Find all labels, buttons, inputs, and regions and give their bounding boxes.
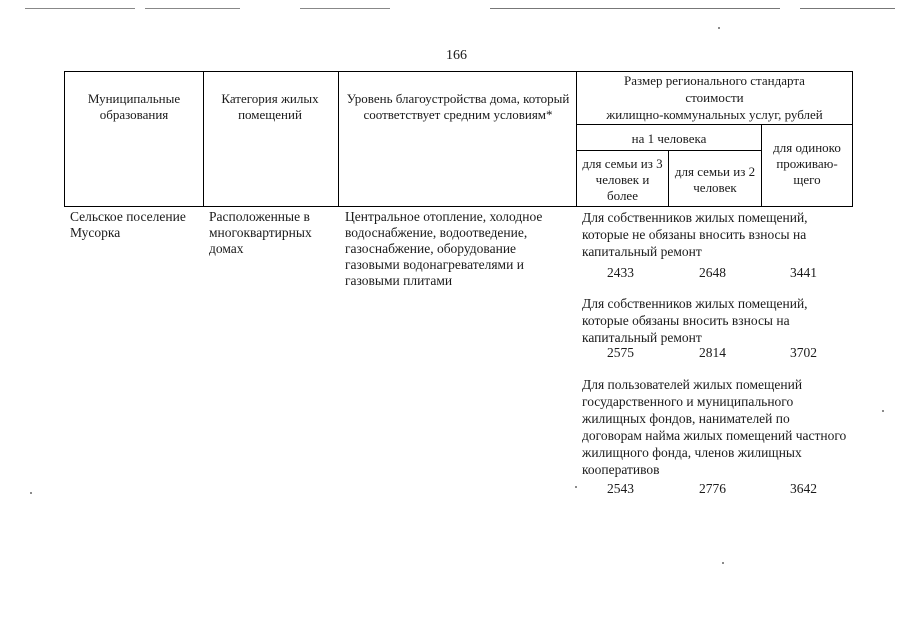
row-amenities: Центральное отопление, холодное водоснабжение, водоотведение, газоснабжение, оборудование газовыми водонагревателями и газовыми плитами <box>345 209 543 288</box>
grid-line <box>64 206 853 207</box>
scan-artifact-line <box>490 8 780 9</box>
value-single: 3441 <box>790 265 817 280</box>
grid-line <box>576 124 853 125</box>
header-single-resident: для одиноко проживаю-щего <box>773 140 841 187</box>
group-label-tenants-and-users: Для пользователей жилых помещений государственного и муниципального жилищных фондов, нанимателей по договорам найма жилых помещений частного жилищного фонда, членов жилищных кооперативов <box>582 377 847 477</box>
row-municipality: Сельское поселение Мусорка <box>70 209 186 240</box>
grid-line <box>761 124 762 207</box>
header-standard-size-line3: жилищно-коммунальных услуг, рублей <box>606 107 823 122</box>
group-label-owners-no-capital-repair: Для собственников жилых помещений, которые не обязаны вносить взносы на капитальный ремонт <box>582 210 808 259</box>
grid-line <box>203 71 204 207</box>
scan-artifact-line <box>25 8 135 9</box>
grid-line <box>338 71 339 207</box>
scan-speck <box>718 27 720 29</box>
header-family-2: для семьи из 2 человек <box>674 164 756 195</box>
value-family2: 2814 <box>699 345 726 360</box>
page-number: 166 <box>446 48 467 63</box>
header-municipalities: Муниципальные образования <box>87 91 181 122</box>
grid-line <box>668 150 669 207</box>
header-housing-category: Категория жилых помещений <box>221 91 319 122</box>
scan-speck <box>882 410 884 412</box>
value-family3: 2575 <box>607 345 634 360</box>
value-family3: 2433 <box>607 265 634 280</box>
grid-line <box>64 71 65 207</box>
value-family3: 2543 <box>607 481 634 496</box>
value-single: 3702 <box>790 345 817 360</box>
header-standard-size-line2: стоимости <box>685 90 744 105</box>
value-family2: 2776 <box>699 481 726 496</box>
grid-line <box>852 71 853 207</box>
header-per-person: на 1 человека <box>631 131 707 146</box>
value-family2: 2648 <box>699 265 726 280</box>
header-family-3-plus: для семьи из 3 человек и более <box>582 156 663 203</box>
scan-artifact-line <box>145 8 240 9</box>
grid-line <box>576 71 577 207</box>
scan-artifact-line <box>800 8 895 9</box>
row-housing-category: Расположенные в многоквартирных домах <box>209 209 312 256</box>
group-label-owners-capital-repair: Для собственников жилых помещений, которые обязаны вносить взносы на капитальный ремонт <box>582 296 808 345</box>
scan-speck <box>575 486 577 488</box>
scan-speck <box>30 492 32 494</box>
scan-artifact-line <box>300 8 390 9</box>
scan-speck <box>722 562 724 564</box>
grid-line <box>576 150 762 151</box>
header-amenities-level: Уровень благоустройства дома, который соответствует средним условиям* <box>346 91 570 122</box>
value-single: 3642 <box>790 481 817 496</box>
grid-line <box>64 71 853 72</box>
header-standard-size-line1: Размер регионального стандарта <box>624 73 805 88</box>
